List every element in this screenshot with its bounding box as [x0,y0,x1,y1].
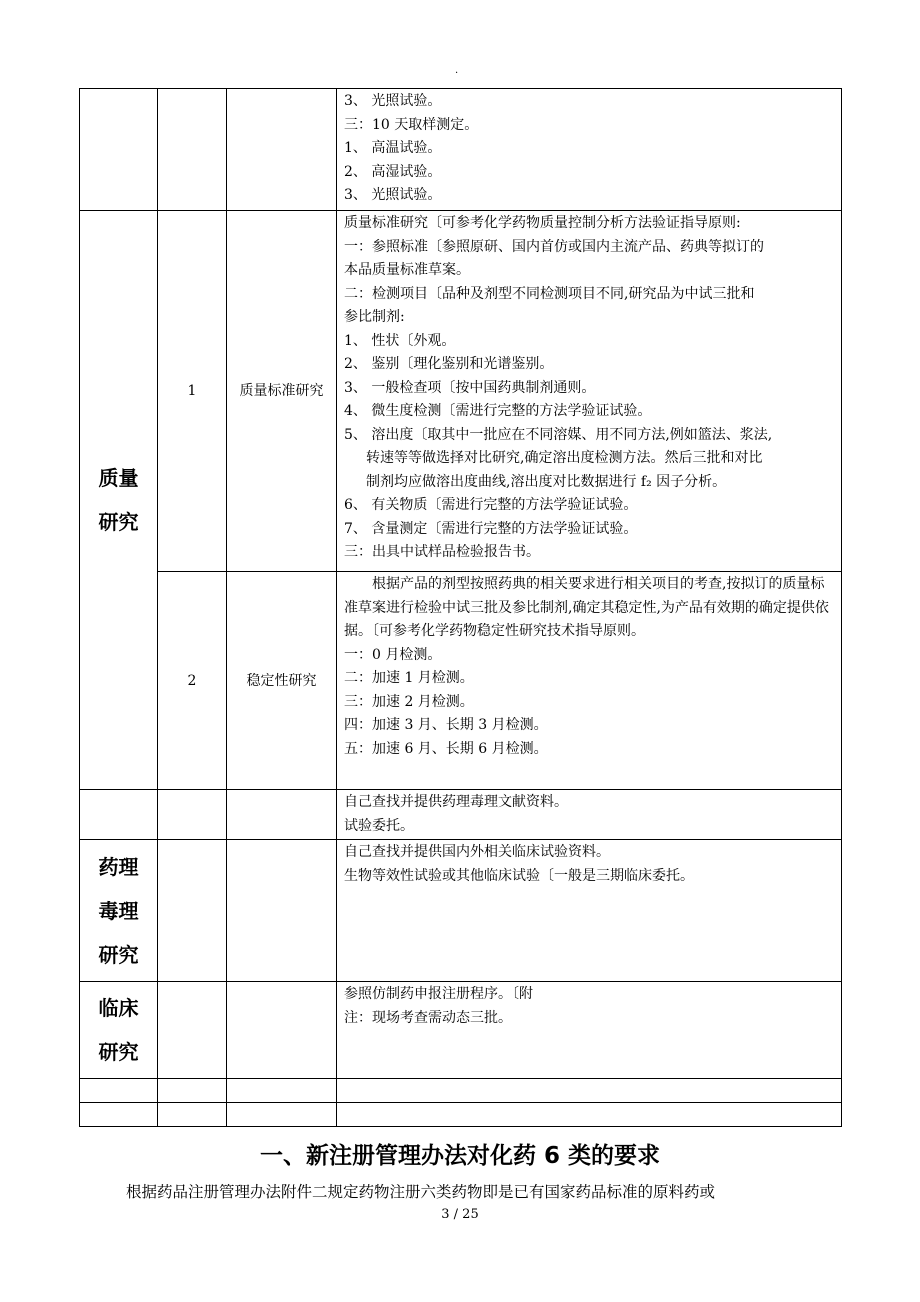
content-cell [337,89,842,211]
content-line: 试验委托。 [344,817,414,834]
item-number: 1 [158,211,227,572]
content-line: 三：加速 2 月检测。 [344,693,474,710]
table-row [80,211,842,572]
content-cell [337,211,842,572]
content-line: 1、 高温试验。 [344,140,442,156]
table-row [80,1079,842,1103]
content-line: 五：加速 6 月、长期 6 月检测。 [344,740,548,757]
table-row [80,89,842,211]
content-line: 制剂均应做溶出度曲线,溶出度对比数据进行 f₂ 因子分析。 [366,473,727,490]
content-line: 注：现场考查需动态三批。 [344,1009,512,1026]
drug-research-table [79,88,842,1127]
content-line: 四：加速 3 月、长期 3 月检测。 [344,717,548,733]
table-row [80,790,842,840]
content-line: 质量标准研究〔可参考化学药物质量控制分析方法验证指导原则: [344,215,741,231]
content-line: 3、 光照试验。 [344,93,442,109]
content-line: 2、 高湿试验。 [344,163,442,180]
section-heading: 一、新注册管理办法对化药 6 类的要求 [259,1143,661,1169]
content-line: 3、 一般检查项〔按中国药典制剂通则。 [344,379,596,396]
content-line: 4、 微生度检测〔需进行完整的方法学验证试验。 [344,403,652,419]
category-quality-research: 质量 研究 [80,211,158,790]
content-line: 一：0 月检测。 [344,646,442,663]
content-line: 参照仿制药申报注册程序。〔附 [344,986,533,1002]
content-line: 3、 光照试验。 [344,187,442,203]
content-line: 参比制剂: [344,309,405,325]
content-line: 本品质量标准草案。 [344,262,470,278]
content-line: 自己查找并提供国内外相关临床试验资料。 [344,844,610,860]
content-line: 7、 含量测定〔需进行完整的方法学验证试验。 [344,520,638,537]
content-line: 自己查找并提供药理毒理文献资料。 [344,794,568,810]
table-row [80,840,842,982]
table-row [80,982,842,1079]
content-line: 转速等等做选择对比研究,确定溶出度检测方法。然后三批和对比 [366,450,763,466]
content-line: 生物等效性试验或其他临床试验〔一般是三期临床委托。 [344,867,694,884]
content-line: 5、 溶出度〔取其中一批应在不同溶媒、用不同方法,例如篮法、浆法, [344,426,773,443]
content-cell [337,982,842,1079]
content-paragraph: 根据产品的剂型按照药典的相关要求进行相关项目的考查,按拟订的质量标准草案进行检验中试三批及参比制剂,确定其稳定性,为产品有效期的确定提供依据。〔可参考化学药物稳定性研究技术指导原则。 [344,576,829,639]
content-cell [337,840,842,982]
body-paragraph: 根据药品注册管理办法附件二规定药物注册六类药物即是已有国家药品标准的原料药或 [126,1183,716,1201]
content-line: 二：检测项目〔品种及剂型不同检测项目不同,研究品为中试三批和 [344,285,755,302]
content-line: 三：10 天取样测定。 [344,116,479,133]
content-cell [337,790,842,840]
table-row [80,572,842,790]
item-name: 质量标准研究 [227,211,337,572]
content-line: 2、 鉴别〔理化鉴别和光谱鉴别。 [344,356,554,372]
category-pharm-tox-research: 药理 毒理 研究 [80,840,158,982]
content-line: 1、 性状〔外观。 [344,332,456,349]
content-line: 三：出具中试样品检验报告书。 [344,544,540,560]
content-line: 二：加速 1 月检测。 [344,670,474,686]
item-number: 2 [158,572,227,790]
page-number: 3 / 25 [441,1207,479,1222]
header-dot: . [455,65,459,76]
content-line: 6、 有关物质〔需进行完整的方法学验证试验。 [344,497,638,513]
item-name: 稳定性研究 [227,572,337,790]
category-clinical-research: 临床 研究 [80,982,158,1079]
content-line: 一：参照标准〔参照原研、国内首仿或国内主流产品、药典等拟订的 [344,238,764,255]
content-cell [337,572,842,790]
table-row [80,1103,842,1127]
